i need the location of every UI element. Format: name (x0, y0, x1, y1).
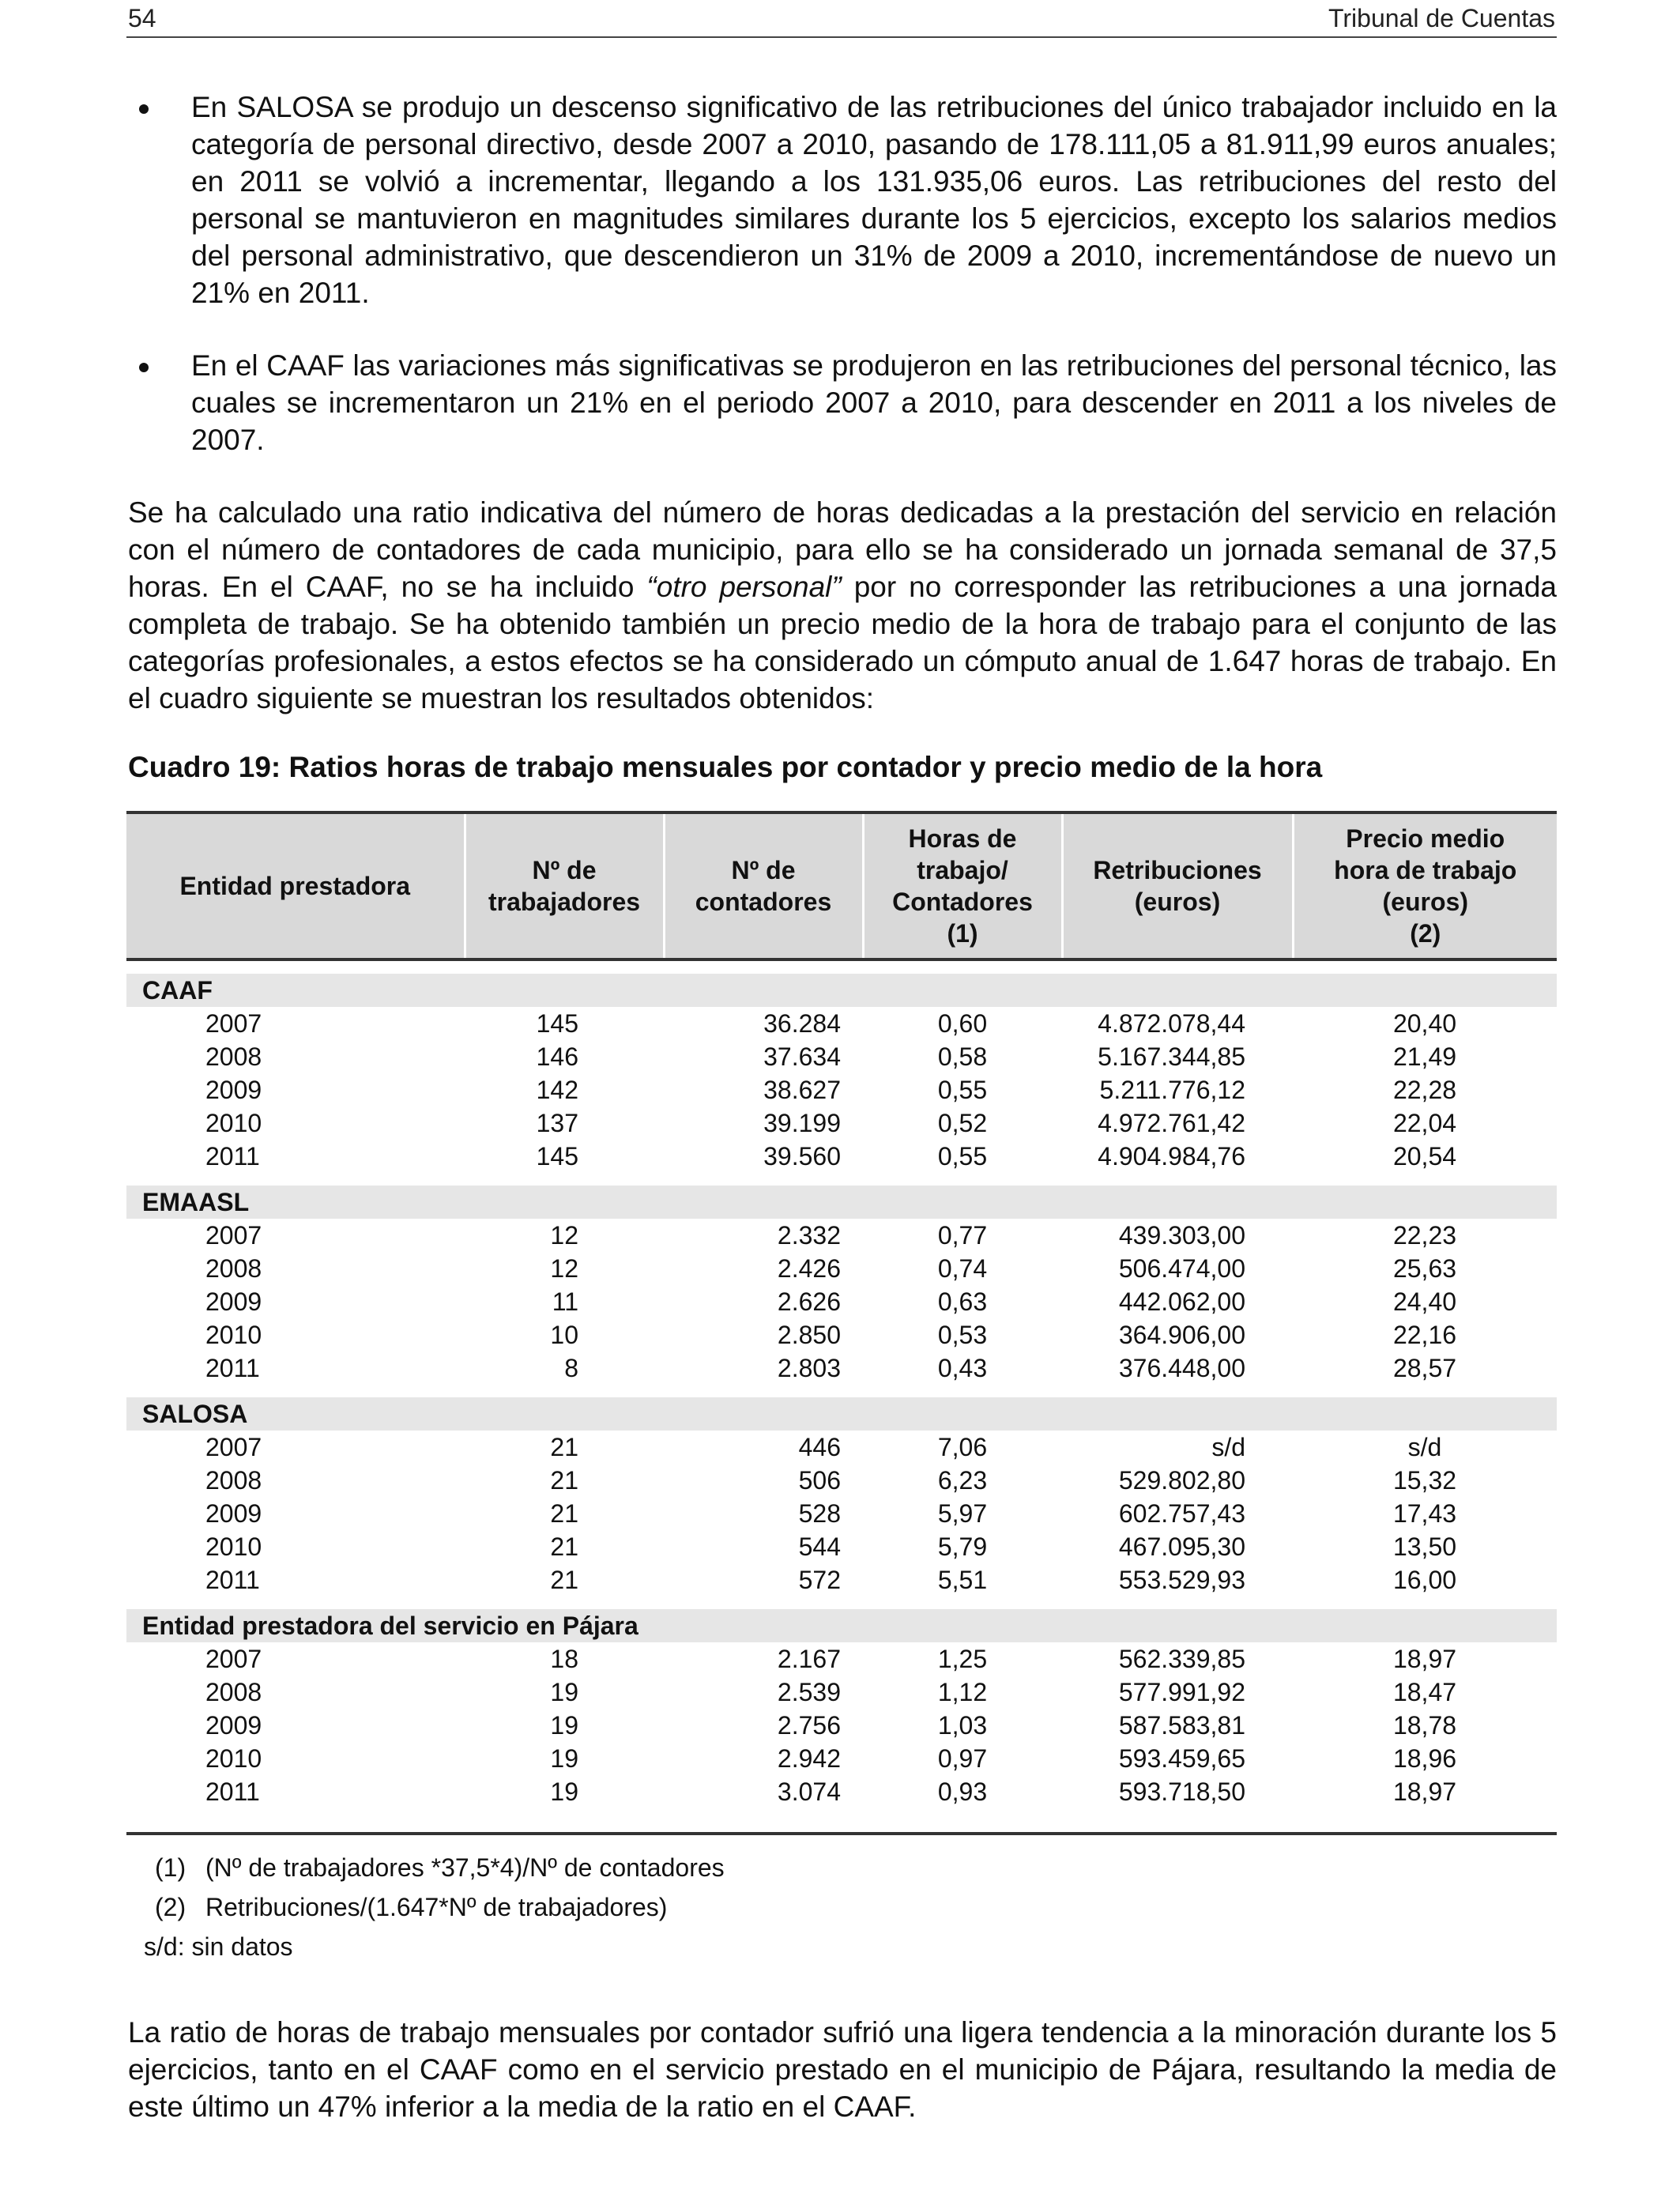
cell-year: 2010 (205, 1109, 262, 1137)
cell-contadores: 2.756 (777, 1711, 841, 1740)
table-row (126, 1642, 1557, 1676)
group-header-row (126, 1186, 1557, 1219)
bullet-caaf: En el CAAF las variaciones más significativas se produjeron en las retribuciones del personal técnico, las cuales se incrementaron un 21% en el periodo 2007 a 2010, para descender en 2011 a los niveles de 2007. (128, 347, 1557, 458)
table-row (126, 1775, 1557, 1808)
note-1: (1) (Nº de trabajadores *37,5*4)/Nº de contadores (155, 1853, 725, 1882)
cell-year: 2009 (205, 1499, 262, 1528)
page-number: 54 (128, 4, 156, 32)
cell-contadores: 39.560 (763, 1142, 841, 1171)
cell-retribuciones: 577.991,92 (1118, 1678, 1245, 1706)
intro-paragraph (128, 494, 1557, 717)
cell-contadores: 37.634 (763, 1042, 841, 1071)
table-row (126, 1285, 1557, 1318)
table-header (126, 812, 1557, 959)
group-spacer (126, 959, 1557, 974)
cell-precio: 21,49 (1392, 1042, 1457, 1071)
cell-retribuciones: 4.872.078,44 (1098, 1009, 1245, 1038)
cell-retribuciones: 4.904.984,76 (1098, 1142, 1245, 1171)
table-row (126, 1351, 1557, 1385)
cell-contadores: 506 (798, 1466, 841, 1495)
cell-contadores: 3.074 (777, 1777, 841, 1806)
cell-retribuciones: 4.972.761,42 (1098, 1109, 1245, 1137)
cell-trabajadores: 21 (550, 1532, 578, 1561)
table-row (126, 1140, 1557, 1173)
cell-horas: 0,58 (937, 1042, 988, 1071)
cell-horas: 1,03 (937, 1711, 988, 1740)
table-row (126, 1676, 1557, 1709)
cell-year: 2007 (205, 1221, 262, 1250)
cell-horas: 0,63 (937, 1287, 988, 1316)
cell-year: 2008 (205, 1678, 262, 1706)
ratios-table (126, 811, 1557, 1835)
cell-horas: 0,60 (937, 1009, 988, 1038)
header-retribuciones: Retribuciones (euros) (1062, 812, 1293, 959)
cell-trabajadores: 21 (550, 1566, 578, 1594)
cell-trabajadores: 145 (536, 1009, 578, 1038)
cell-precio: 18,47 (1392, 1678, 1457, 1706)
cell-precio: 18,97 (1392, 1777, 1457, 1806)
table-notes (128, 1848, 1557, 1966)
cell-year: 2007 (205, 1645, 262, 1673)
cell-year: 2011 (205, 1777, 260, 1806)
cell-precio: 22,04 (1392, 1109, 1457, 1137)
cell-year: 2010 (205, 1532, 262, 1561)
header-contadores: Nº de contadores (664, 812, 863, 959)
intro-text-part1: Se ha calculado una ratio indicativa del número de horas dedicadas a la prestación del servicio en relación con el número de contadores de cada municipio, para ello se ha considerado un jornada semanal de 37,5 horas. En el CAAF, no se ha incluido (128, 496, 1557, 603)
note-2: (2) Retribuciones/(1.647*Nº de trabajadores) (155, 1893, 668, 1921)
cell-precio: 16,00 (1392, 1566, 1457, 1594)
cell-retribuciones: s/d (1211, 1433, 1245, 1461)
cell-trabajadores: 145 (536, 1142, 578, 1171)
cell-trabajadores: 142 (536, 1076, 578, 1104)
document-body (128, 89, 1557, 2157)
cell-year: 2011 (205, 1354, 260, 1382)
cell-trabajadores: 19 (550, 1678, 578, 1706)
table-row (126, 1497, 1557, 1530)
cell-retribuciones: 376.448,00 (1118, 1354, 1245, 1382)
cell-horas: 0,77 (937, 1221, 988, 1250)
cell-precio: 13,50 (1392, 1532, 1457, 1561)
closing-paragraph: La ratio de horas de trabajo mensuales por contador sufrió una ligera tendencia a la minoración durante los 5 ejercicios, tanto en el CAAF como en el servicio prestado en el municipio de Pájara, resultando la media de este último un 47% inferior a la media de la ratio en el CAAF. (128, 2016, 1557, 2123)
cell-retribuciones: 587.583,81 (1118, 1711, 1245, 1740)
cell-precio: s/d (1407, 1433, 1442, 1461)
cell-horas: 0,97 (937, 1744, 988, 1773)
cell-retribuciones: 439.303,00 (1118, 1221, 1245, 1250)
table-row (126, 1709, 1557, 1742)
header-entidad: Entidad prestadora (126, 812, 465, 959)
cell-contadores: 446 (798, 1433, 841, 1461)
cell-trabajadores: 137 (536, 1109, 578, 1137)
cell-trabajadores: 19 (550, 1744, 578, 1773)
table-row (126, 1318, 1557, 1351)
group-name: CAAF (126, 974, 1557, 1007)
cell-retribuciones: 553.529,93 (1118, 1566, 1245, 1594)
cell-retribuciones: 602.757,43 (1118, 1499, 1245, 1528)
cell-horas: 0,55 (937, 1142, 988, 1171)
cell-year: 2008 (205, 1042, 262, 1071)
cell-year: 2007 (205, 1433, 262, 1461)
cell-year: 2011 (205, 1566, 260, 1594)
table-title: Cuadro 19: Ratios horas de trabajo mensuales por contador y precio medio de la hora (128, 751, 1323, 783)
group-name: EMAASL (126, 1186, 1557, 1219)
group-header-row (126, 1609, 1557, 1642)
cell-precio: 18,96 (1392, 1744, 1457, 1773)
cell-precio: 18,97 (1392, 1645, 1457, 1673)
cell-retribuciones: 467.095,30 (1118, 1532, 1245, 1561)
table-row (126, 1106, 1557, 1140)
cell-horas: 0,43 (937, 1354, 988, 1382)
header-trabajadores: Nº de trabajadores (465, 812, 664, 959)
cell-retribuciones: 5.211.776,12 (1099, 1076, 1245, 1104)
cell-year: 2009 (205, 1711, 262, 1740)
cell-contadores: 2.626 (777, 1287, 841, 1316)
cell-precio: 22,28 (1392, 1076, 1457, 1104)
header-horas-contadores: Horas de trabajo/ Contadores (1) (863, 812, 1062, 959)
group-header-row (126, 1397, 1557, 1431)
cell-retribuciones: 506.474,00 (1118, 1254, 1245, 1283)
table-row (126, 1563, 1557, 1596)
table-row (126, 1007, 1557, 1040)
cell-precio: 22,23 (1392, 1221, 1457, 1250)
cell-year: 2008 (205, 1466, 262, 1495)
table-row (126, 1252, 1557, 1285)
cell-trabajadores: 19 (550, 1711, 578, 1740)
cell-horas: 0,74 (937, 1254, 988, 1283)
table-bottom-rule (126, 1808, 1557, 1834)
cell-horas: 5,51 (937, 1566, 988, 1594)
cell-precio: 20,40 (1392, 1009, 1457, 1038)
cell-horas: 6,23 (937, 1466, 988, 1495)
cell-contadores: 2.332 (777, 1221, 841, 1250)
cell-precio: 20,54 (1392, 1142, 1457, 1171)
intro-text-part2: por no corresponder las retribuciones a una jornada completa de trabajo. Se ha obtenido también un precio medio de la hora de trabajo para el conjunto de las categorías profesionales, a estos efectos se ha considerado un cómputo anual de 1.647 horas de trabajo. En el cuadro siguiente se muestran los resultados obtenidos: (128, 571, 1558, 714)
cell-trabajadores: 12 (550, 1221, 578, 1250)
cell-contadores: 544 (798, 1532, 841, 1561)
cell-trabajadores: 12 (550, 1254, 578, 1283)
intro-emphasis: “otro personal” (646, 571, 842, 603)
table-row (126, 1742, 1557, 1775)
cell-trabajadores: 8 (564, 1354, 578, 1382)
cell-contadores: 2.539 (777, 1678, 841, 1706)
cell-year: 2011 (205, 1142, 260, 1171)
table-row (126, 1530, 1557, 1563)
cell-horas: 0,53 (937, 1321, 988, 1349)
cell-retribuciones: 442.062,00 (1118, 1287, 1245, 1316)
table-body (126, 959, 1557, 1834)
header-precio-medio: Precio medio hora de trabajo (euros) (2) (1293, 812, 1557, 959)
publisher-name: Tribunal de Cuentas (1328, 4, 1555, 32)
cell-year: 2010 (205, 1744, 262, 1773)
cell-trabajadores: 18 (550, 1645, 578, 1673)
cell-trabajadores: 11 (552, 1287, 578, 1316)
cell-contadores: 2.942 (777, 1744, 841, 1773)
note-sd: s/d: sin datos (144, 1932, 293, 1961)
table-row (126, 1073, 1557, 1106)
cell-precio: 18,78 (1392, 1711, 1457, 1740)
cell-precio: 24,40 (1392, 1287, 1457, 1316)
cell-trabajadores: 21 (550, 1466, 578, 1495)
group-spacer (126, 1385, 1557, 1397)
cell-retribuciones: 364.906,00 (1118, 1321, 1245, 1349)
cell-precio: 17,43 (1392, 1499, 1457, 1528)
cell-contadores: 39.199 (763, 1109, 841, 1137)
table-row (126, 1464, 1557, 1497)
cell-contadores: 528 (798, 1499, 841, 1528)
bullet-list (128, 89, 1557, 458)
cell-trabajadores: 146 (536, 1042, 578, 1071)
cell-year: 2008 (205, 1254, 262, 1283)
cell-trabajadores: 19 (550, 1777, 578, 1806)
cell-year: 2009 (205, 1287, 262, 1316)
cell-trabajadores: 21 (550, 1499, 578, 1528)
running-header (126, 0, 1557, 38)
cell-horas: 0,55 (937, 1076, 988, 1104)
cell-year: 2009 (205, 1076, 262, 1104)
cell-horas: 0,52 (937, 1109, 988, 1137)
cell-year: 2010 (205, 1321, 262, 1349)
cell-contadores: 38.627 (763, 1076, 841, 1104)
cell-trabajadores: 10 (550, 1321, 578, 1349)
cell-contadores: 36.284 (763, 1009, 841, 1038)
cell-precio: 28,57 (1392, 1354, 1457, 1382)
cell-precio: 15,32 (1392, 1466, 1457, 1495)
cell-retribuciones: 593.459,65 (1118, 1744, 1245, 1773)
cell-retribuciones: 562.339,85 (1118, 1645, 1245, 1673)
cell-retribuciones: 5.167.344,85 (1098, 1042, 1245, 1071)
cell-horas: 5,97 (937, 1499, 988, 1528)
cell-precio: 25,63 (1392, 1254, 1457, 1283)
cell-horas: 5,79 (937, 1532, 988, 1561)
cell-year: 2007 (205, 1009, 262, 1038)
bullet-salosa: En SALOSA se produjo un descenso significativo de las retribuciones del único trabajador incluido en la categoría de personal directivo, desde 2007 a 2010, pasando de 178.111,05 a 81.911,99 euros anuales; en 2011 se volvió a incrementar, llegando a los 131.935,06 euros. Las retribuciones del resto del personal se mantuvieron en magnitudes similares durante los 5 ejercicios, excepto los salarios medios del personal administrativo, que descendieron un 31% de 2009 a 2010, incrementándose de nuevo un 21% en 2011. (128, 89, 1557, 311)
cell-trabajadores: 21 (550, 1433, 578, 1461)
table-row (126, 1040, 1557, 1073)
group-name: SALOSA (126, 1397, 1557, 1431)
cell-contadores: 2.803 (777, 1354, 841, 1382)
cell-contadores: 2.426 (777, 1254, 841, 1283)
cell-contadores: 572 (798, 1566, 841, 1594)
table-row (126, 1431, 1557, 1464)
group-spacer (126, 1596, 1557, 1609)
group-header-row (126, 974, 1557, 1007)
group-name: Entidad prestadora del servicio en Pájara (126, 1609, 1557, 1642)
cell-precio: 22,16 (1392, 1321, 1457, 1349)
group-spacer (126, 1173, 1557, 1186)
cell-horas: 7,06 (937, 1433, 988, 1461)
cell-contadores: 2.850 (777, 1321, 841, 1349)
cell-horas: 0,93 (937, 1777, 988, 1806)
cell-retribuciones: 593.718,50 (1118, 1777, 1245, 1806)
table-row (126, 1219, 1557, 1252)
cell-contadores: 2.167 (777, 1645, 841, 1673)
cell-horas: 1,25 (937, 1645, 988, 1673)
cell-retribuciones: 529.802,80 (1118, 1466, 1245, 1495)
cell-horas: 1,12 (937, 1678, 988, 1706)
